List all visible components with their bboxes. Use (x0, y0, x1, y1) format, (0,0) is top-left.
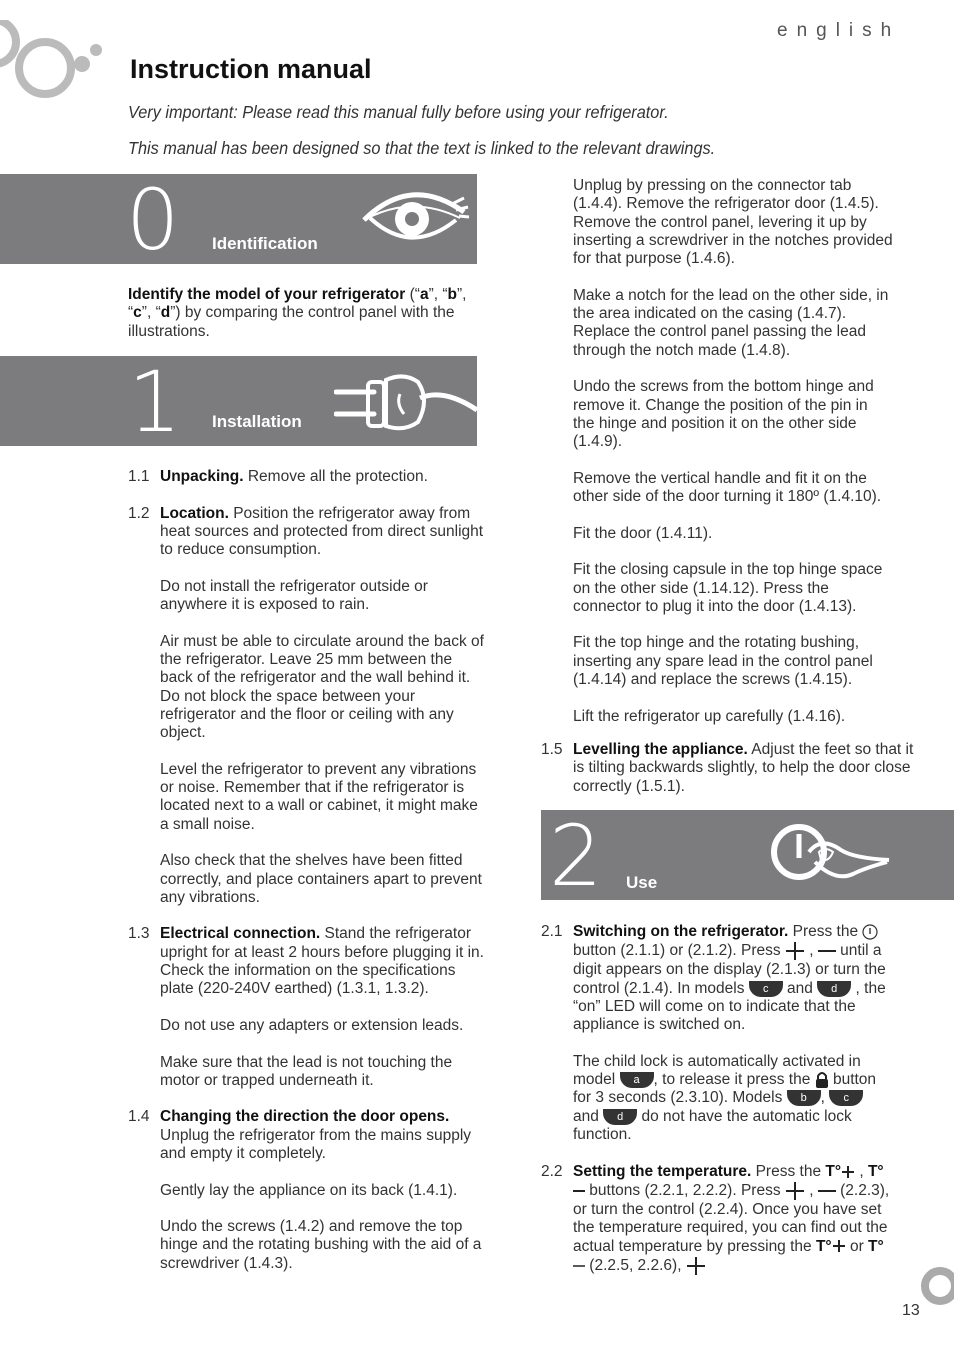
text: ”, “ (428, 286, 448, 303)
text: button (2.1.1) or (2.1.2). Press (573, 942, 785, 960)
paragraph: Fit the closing capsule in the top hinge space on the other side (1.14.12). Press the connector to plug it into the door (1.4.13). (573, 561, 883, 615)
section-banner-use (541, 807, 954, 905)
model-badge-d: d (817, 981, 851, 997)
section-1-1 (128, 468, 484, 486)
paragraph: Remove the vertical handle and fit it on the other side of the door turning it 180º (1.4.10). (573, 469, 882, 506)
power-button-finger-icon (769, 822, 893, 896)
section-1-2 (128, 505, 484, 908)
section-number: 1.3 (128, 925, 150, 943)
decorative-circle (918, 1264, 954, 1308)
section-2-2 (541, 1163, 891, 1276)
text: , the “on” LED will come on to indicate that the appliance is switched on. (573, 979, 886, 1034)
paragraph: Air must be able to circulate around the back of the refrigerator. Leave 25 mm between the back of the refrigerator and the wall behind it. Do not block the space between your refrigerator and the floor or ceiling with any object. (160, 632, 484, 742)
temp-label: T° (815, 1237, 832, 1255)
language-label: english (777, 20, 901, 41)
text: , (804, 942, 818, 960)
section-number: 1.1 (128, 468, 150, 485)
section-text: Position the refrigerator away from heat sources and protected from direct sunlight to reduce consumption. (160, 504, 484, 559)
text: , to release it press the (653, 1071, 815, 1089)
section-label: Installation (212, 412, 302, 431)
minus-icon (818, 946, 836, 956)
section-1-4 (128, 1108, 484, 1273)
text: buttons (2.2.1, 2.2.2). Press (585, 1182, 785, 1200)
text: ”, “ (141, 304, 161, 322)
text: Press the (788, 923, 863, 940)
lock-icon (815, 1071, 829, 1089)
section-heading: Setting the temperature. (573, 1162, 752, 1180)
paragraph: Make sure that the lead is not touching the motor or trapped underneath it. (160, 1053, 453, 1089)
plus-icon (686, 1256, 706, 1276)
paragraph: Undo the screws (1.4.2) and remove the top hinge and the rotating bushing with the aid of a screwdriver (1.4.3). (160, 1218, 482, 1272)
intro-line-2: This manual has been designed so that the text is linked to the relevant drawings. (128, 138, 716, 158)
text: (2.2.5, 2.2.6), (585, 1256, 686, 1274)
section-1-3 (128, 925, 484, 1090)
section-heading: Levelling the appliance. (573, 741, 748, 758)
model-badge-a: a (620, 1072, 654, 1088)
model-badge-d: d (603, 1109, 637, 1125)
section-text: Remove all the protection. (243, 468, 428, 485)
paragraph: Undo the screws from the bottom hinge and remove it. Change the position of the pin in the hinge and position it on the other side (1.4.9). (573, 378, 874, 451)
model-c: c (133, 304, 142, 322)
section-heading: Switching on the refrigerator. (573, 923, 789, 940)
section-2-1 (541, 923, 891, 1144)
page-number: 13 (902, 1302, 920, 1319)
section-banner-identification (0, 171, 477, 269)
text: ”) by comparing the control panel with the illustrations. (128, 304, 455, 340)
minus-icon (573, 1262, 585, 1270)
paragraph: Level the refrigerator to prevent any vibrations or noise. Remember that if the refrigerator is located next to a wall or cabinet, it might make a small noise. (160, 760, 478, 833)
plus-icon (785, 941, 805, 961)
section-text: Unplug the refrigerator from the mains supply and empty it completely. (160, 1126, 472, 1162)
model-badge-c: c (829, 1090, 863, 1106)
temp-label: T° (825, 1162, 842, 1180)
text: (2.2.3), or turn the control (2.2.4). Once you have set the temperature required, you can find out the actual temperature by pressing the (573, 1182, 890, 1255)
section-label: Identification (212, 234, 318, 253)
plug-icon (334, 370, 477, 446)
paragraph: Do not install the refrigerator outside or anywhere it is exposed to rain. (160, 577, 428, 614)
text: , (804, 1182, 818, 1200)
text: , (820, 1089, 830, 1107)
use-column (541, 923, 891, 1276)
section-number: 1.2 (128, 504, 150, 522)
model-b: b (447, 286, 457, 303)
door-change-column (573, 177, 893, 744)
model-a: a (419, 286, 429, 303)
paragraph: Gently lay the appliance on its back (1.4.1). (160, 1181, 458, 1199)
paragraph: Unplug by pressing on the connector tab (1.4.4). Remove the refrigerator door (1.4.5). Remove the control panel, levering it up by inserting a screwdriver in the notches provided for that purpose (1.4.6). (573, 177, 893, 268)
plus-icon (841, 1165, 855, 1179)
section-heading: Changing the direction the door opens. (160, 1108, 450, 1126)
section-text: Stand the refrigerator upright for at least 2 hours before plugging it in. Check the information on the specifications plate (220-240V earthed) (1.3.1, 1.3.2). (160, 925, 484, 998)
minus-icon (573, 1187, 585, 1195)
text: , (855, 1162, 868, 1180)
paragraph: Fit the top hinge and the rotating bushing, inserting any spare lead in the control panel (1.4.14) and replace the screws (1.4.15). (573, 634, 873, 689)
section-heading: Unpacking. (160, 468, 244, 485)
page-title: Instruction manual (130, 54, 372, 84)
section-number: 2.2 (541, 1162, 563, 1180)
text: (“ (405, 286, 420, 303)
plus-icon (785, 1181, 805, 1201)
text: or (845, 1237, 869, 1255)
paragraph: Make a notch for the lead on the other side, in the area indicated on the casing (1.4.7). Replace the control panel passing the lead through the notch made (1.4.8). (573, 286, 889, 359)
section-1-5 (541, 741, 917, 796)
identify-paragraph (128, 286, 478, 341)
paragraph: Do not use any adapters or extension leads. (160, 1016, 464, 1034)
temp-label: T° (867, 1162, 884, 1180)
paragraph: Lift the refrigerator up carefully (1.4.16). (573, 707, 846, 725)
text: The child lock is automatically activated in model (573, 1052, 861, 1089)
text: ”, “ (128, 286, 467, 322)
intro-line-1: Very important: Please read this manual fully before using your refrigerator. (128, 102, 669, 122)
brand-logo (0, 20, 110, 105)
text: do not have the automatic lock function. (573, 1107, 852, 1144)
model-d: d (160, 304, 171, 322)
section-number: 1.4 (128, 1108, 150, 1126)
power-icon (862, 924, 878, 940)
text: Press the (751, 1162, 826, 1180)
eye-icon (356, 182, 474, 252)
temp-label: T° (868, 1237, 884, 1255)
section-label: Use (626, 873, 658, 892)
text: button for 3 seconds (2.3.10). Models (573, 1071, 877, 1107)
text: until a digit appears on the display (2.1.3) or turn the control (2.1.4). In models (573, 942, 886, 997)
section-heading: Location. (160, 504, 229, 522)
minus-icon (818, 1186, 836, 1196)
section-banner-installation (0, 353, 477, 451)
paragraph: Also check that the shelves have been fitted correctly, and place containers apart to prevent any vibrations. (160, 852, 482, 906)
paragraph: Fit the door (1.4.11). (573, 524, 713, 542)
section-heading: Electrical connection. (160, 925, 321, 943)
section-text: Adjust the feet so that it is tilting backwards slightly, to help the door close correctly (1.5.1). (573, 741, 914, 795)
section-number: 0 (126, 171, 180, 269)
section-number: 1.5 (541, 741, 563, 758)
section-number: 2 (549, 807, 603, 905)
model-badge-b: b (787, 1090, 821, 1106)
text: and (782, 979, 818, 997)
section-number: 1 (128, 353, 182, 451)
installation-column (128, 468, 484, 1291)
identify-bold: Identify the model of your refrigerator (128, 286, 406, 303)
section-number: 2.1 (541, 923, 563, 940)
model-badge-c: c (749, 981, 783, 997)
text: and (573, 1107, 604, 1125)
plus-icon (832, 1239, 846, 1253)
